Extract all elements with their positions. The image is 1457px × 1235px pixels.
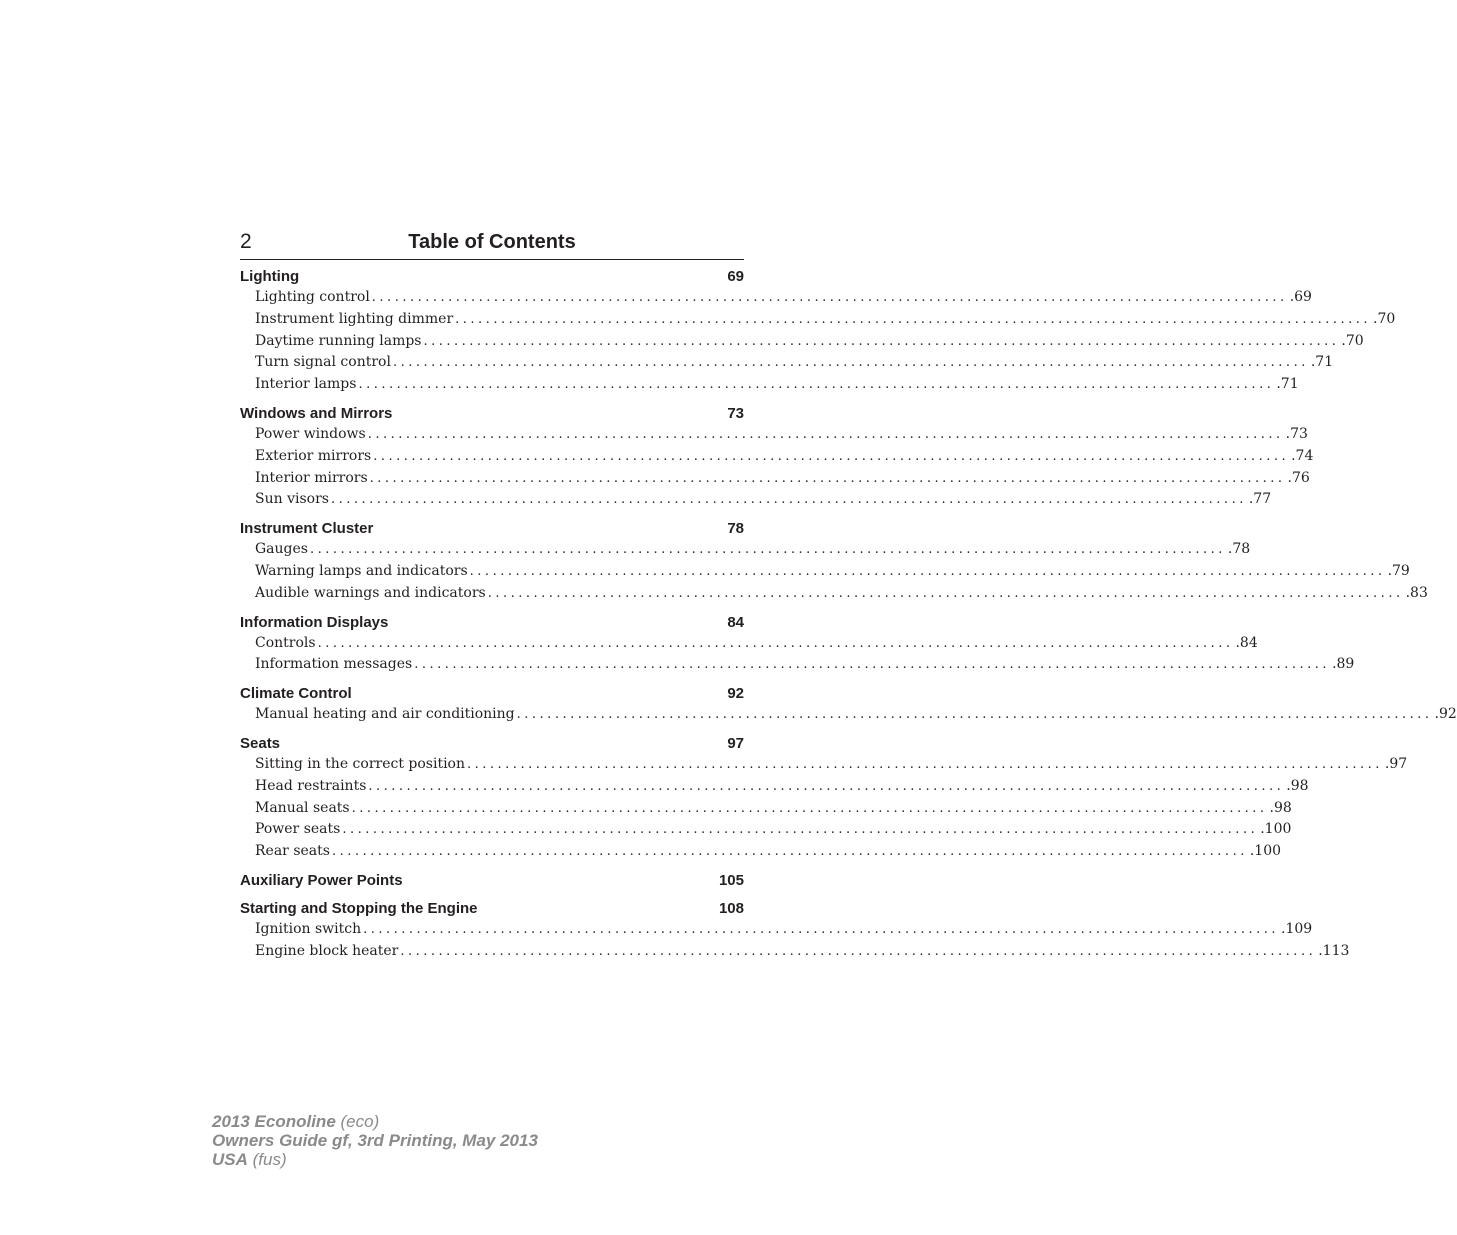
entry-page-number: .71: [1276, 376, 1299, 393]
entry-label: Interior lamps: [255, 376, 357, 393]
entry-page-number: .89: [1332, 656, 1355, 673]
entry-page-number: .83: [1405, 584, 1428, 601]
toc-entry[interactable]: [240, 919, 1313, 941]
entry-label: Power seats: [255, 821, 341, 838]
document-footer: [212, 1112, 538, 1169]
entry-label: Turn signal control: [255, 354, 391, 371]
toc-entry[interactable]: [240, 374, 1299, 396]
entry-page-number: .100: [1260, 821, 1292, 838]
section-title: Windows and Mirrors: [240, 404, 393, 422]
toc-entry[interactable]: [240, 819, 1292, 841]
dot-leader: ........................................................................................................................: [351, 800, 1268, 816]
dot-leader: ........................................................................................................................: [516, 707, 1433, 723]
section-page-number: 97: [727, 734, 744, 752]
section-title: Information Displays: [240, 613, 389, 631]
toc-entry[interactable]: [240, 331, 1364, 353]
footer-market-code: (fus): [252, 1150, 287, 1169]
entry-page-number: .79: [1387, 562, 1410, 579]
footer-printing: Owners Guide gf, 3rd Printing, May 2013: [212, 1131, 538, 1150]
dot-leader: ........................................................................................................................: [392, 355, 1309, 371]
section-page-number: 92: [727, 685, 744, 703]
dot-leader: ........................................................................................................................: [309, 542, 1226, 558]
footer-market: USA: [212, 1150, 248, 1169]
toc-entry[interactable]: [240, 841, 1282, 863]
toc-entry[interactable]: [240, 798, 1292, 820]
toc-section: [240, 870, 744, 891]
entry-page-number: .78: [1227, 541, 1251, 558]
footer-line-1: [212, 1112, 538, 1131]
toc-entry[interactable]: [240, 704, 1457, 726]
entry-page-number: .73: [1285, 425, 1308, 442]
dot-leader: ........................................................................................................................: [400, 943, 1317, 959]
dot-leader: ........................................................................................................................: [414, 657, 1331, 673]
entry-label: Lighting control: [255, 289, 370, 305]
section-heading[interactable]: [240, 870, 744, 891]
footer-line-2: [212, 1131, 538, 1150]
entry-page-number: .69: [1289, 289, 1312, 305]
toc-entry[interactable]: [240, 424, 1308, 446]
section-heading[interactable]: [240, 683, 744, 704]
section-page-number: 78: [727, 520, 744, 538]
dot-leader: ........................................................................................................................: [487, 585, 1404, 601]
dot-leader: ........................................................................................................................: [368, 778, 1285, 794]
entry-label: Sun visors: [255, 491, 329, 508]
entry-page-number: .77: [1248, 491, 1272, 508]
dot-leader: ........................................................................................................................: [363, 921, 1280, 937]
toc-entry[interactable]: [240, 561, 1410, 583]
entry-label: Controls: [255, 634, 316, 651]
section-title: Climate Control: [240, 685, 352, 703]
entry-page-number: .84: [1235, 634, 1258, 651]
entry-label: Ignition switch: [255, 920, 362, 937]
section-title: Seats: [240, 734, 281, 752]
dot-leader: ........................................................................................................................: [369, 470, 1286, 486]
toc-section: [240, 733, 1408, 863]
page-header: [240, 229, 744, 260]
dot-leader: ........................................................................................................................: [358, 377, 1275, 393]
toc-entry[interactable]: [240, 539, 1251, 561]
toc-entry[interactable]: [240, 287, 1312, 309]
entry-label: Daytime running lamps: [255, 332, 422, 349]
section-heading[interactable]: [240, 266, 744, 287]
footer-line-3: [212, 1150, 538, 1169]
dot-leader: ........................................................................................................................: [373, 448, 1290, 464]
toc-section: [240, 518, 1428, 604]
section-heading[interactable]: [240, 612, 744, 633]
entry-page-number: .98: [1286, 777, 1309, 794]
dot-leader: ........................................................................................................................: [423, 333, 1340, 349]
entry-label: Rear seats: [255, 843, 330, 860]
entry-label: Interior mirrors: [255, 469, 368, 486]
entry-page-number: .113: [1318, 942, 1350, 959]
entry-page-number: .71: [1310, 354, 1334, 371]
entry-label: Audible warnings and indicators: [255, 584, 486, 601]
dot-leader: ........................................................................................................................: [469, 563, 1386, 579]
entry-page-number: .70: [1341, 332, 1364, 349]
toc-entry[interactable]: [240, 352, 1334, 374]
section-heading[interactable]: [240, 518, 744, 539]
toc-entry[interactable]: [240, 776, 1309, 798]
toc-section: [240, 898, 1350, 963]
toc-section: [240, 612, 1355, 677]
page-title: Table of Contents: [408, 231, 576, 253]
entry-label: Head restraints: [255, 777, 367, 794]
dot-leader: ........................................................................................................................: [342, 822, 1259, 838]
entry-label: Sitting in the correct position: [255, 755, 466, 772]
dot-leader: ........................................................................................................................: [455, 311, 1372, 327]
entry-label: Power windows: [255, 425, 366, 442]
dot-leader: ........................................................................................................................: [467, 756, 1383, 772]
section-page-number: 73: [727, 404, 744, 422]
section-heading[interactable]: [240, 898, 744, 919]
entry-page-number: .97: [1384, 755, 1408, 772]
entry-label: Engine block heater: [255, 942, 399, 959]
section-heading[interactable]: [240, 403, 744, 424]
section-title: Lighting: [240, 268, 300, 285]
page-number: 2: [240, 230, 252, 253]
toc-entry[interactable]: [240, 468, 1310, 490]
entry-label: Warning lamps and indicators: [255, 562, 468, 579]
entry-page-number: .92: [1434, 706, 1457, 723]
dot-leader: ........................................................................................................................: [317, 635, 1234, 651]
section-page-number: 108: [718, 899, 744, 917]
footer-model-code: (eco): [340, 1112, 380, 1131]
toc-entry[interactable]: [240, 583, 1428, 605]
toc-entry[interactable]: [240, 754, 1408, 776]
entry-page-number: .70: [1373, 310, 1396, 327]
section-page-number: 69: [727, 268, 744, 285]
toc-entry[interactable]: [240, 446, 1314, 468]
entry-page-number: .74: [1291, 447, 1314, 464]
section-page-number: 84: [727, 613, 744, 631]
toc-entry[interactable]: [240, 309, 1396, 331]
toc-entry[interactable]: [240, 633, 1258, 655]
entry-label: Manual seats: [255, 799, 350, 816]
toc-entry[interactable]: [240, 489, 1272, 511]
footer-model: 2013 Econoline: [212, 1112, 336, 1131]
entry-page-number: .98: [1269, 799, 1292, 816]
dot-leader: ........................................................................................................................: [367, 426, 1284, 442]
toc-section: [240, 403, 1314, 511]
entry-label: Exterior mirrors: [255, 447, 372, 464]
toc-entry[interactable]: [240, 941, 1350, 963]
toc-section: [240, 683, 1457, 726]
dot-leader: ........................................................................................................................: [371, 290, 1288, 305]
entry-label: Instrument lighting dimmer: [255, 310, 454, 327]
section-title: Instrument Cluster: [240, 520, 374, 538]
entry-label: Manual heating and air conditioning: [255, 706, 515, 723]
dot-leader: ........................................................................................................................: [330, 492, 1247, 508]
table-of-contents: [240, 266, 1457, 970]
section-page-number: 105: [718, 871, 744, 889]
toc-section: [240, 266, 1396, 396]
section-title: Auxiliary Power Points: [240, 871, 403, 889]
toc-entry[interactable]: [240, 654, 1355, 676]
entry-label: Information messages: [255, 656, 413, 673]
entry-page-number: .100: [1249, 843, 1282, 860]
entry-label: Gauges: [255, 541, 308, 558]
section-title: Starting and Stopping the Engine: [240, 899, 478, 917]
entry-page-number: .76: [1287, 469, 1310, 486]
section-heading[interactable]: [240, 733, 744, 754]
dot-leader: ........................................................................................................................: [331, 844, 1248, 860]
entry-page-number: .109: [1281, 920, 1313, 937]
